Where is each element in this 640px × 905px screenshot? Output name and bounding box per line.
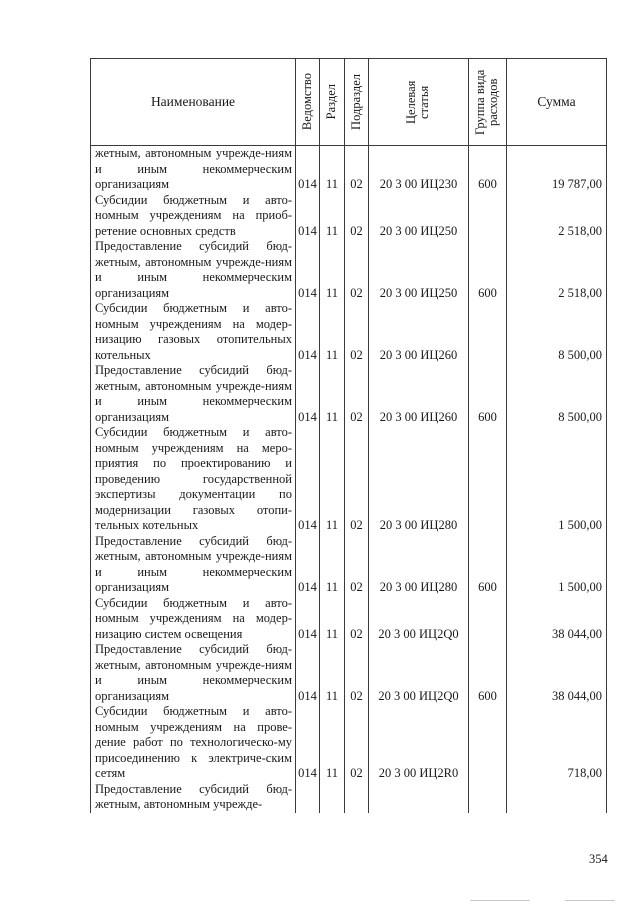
- row-celevaya: 20 3 00 ИЦ230: [369, 146, 469, 193]
- row-razdel: 11: [320, 193, 345, 240]
- budget-table: [90, 58, 607, 813]
- header-razdel: [320, 59, 345, 146]
- row-celevaya: 20 3 00 ИЦ2Q0: [369, 596, 469, 643]
- row-razdel: 11: [320, 363, 345, 425]
- row-razdel: 11: [320, 704, 345, 782]
- row-podrazdel: 02: [345, 642, 369, 704]
- row-podrazdel: 02: [345, 301, 369, 363]
- row-celevaya: 20 3 00 ИЦ280: [369, 425, 469, 534]
- row-name: Предоставление субсидий бюд-жетным, автономным учрежде-ниям и иным некоммерческим организациям: [91, 642, 296, 704]
- row-razdel: 11: [320, 534, 345, 596]
- row-summa: 38 044,00: [507, 642, 607, 704]
- header-vedomstvo-label: Ведомство: [299, 73, 314, 131]
- row-gruppa: [469, 596, 507, 643]
- scan-edge-mark: [565, 900, 615, 901]
- page-number: 354: [589, 852, 608, 866]
- header-celevaya-label: Целевая статья: [404, 80, 432, 124]
- row-vedomstvo: 014: [296, 642, 320, 704]
- header-celevaya: [369, 59, 469, 146]
- scan-edge-mark: [470, 900, 530, 901]
- row-gruppa: 600: [469, 534, 507, 596]
- row-razdel: 11: [320, 642, 345, 704]
- row-name: Субсидии бюджетным и авто-номным учреждениям на прове-дение работ по технологическо-му присоединению к электриче-ским сетям: [91, 704, 296, 782]
- row-razdel: 11: [320, 146, 345, 193]
- header-razdel-label: Раздел: [324, 84, 339, 120]
- table-row: [91, 596, 607, 643]
- row-gruppa: [469, 704, 507, 782]
- row-name: Субсидии бюджетным и авто-номным учреждениям на меро-приятия по проектированию и проведению государственной экспертизы документации по модернизации газовых отопи-тельных котельных: [91, 425, 296, 534]
- row-podrazdel: [345, 782, 369, 813]
- row-summa: 8 500,00: [507, 301, 607, 363]
- row-razdel: 11: [320, 301, 345, 363]
- row-celevaya: 20 3 00 ИЦ260: [369, 301, 469, 363]
- row-name: Субсидии бюджетным и авто-номным учреждениям на приоб-ретение основных средств: [91, 193, 296, 240]
- row-name: Предоставление субсидий бюд-жетным, автономным учрежде-: [91, 782, 296, 813]
- row-gruppa: [469, 301, 507, 363]
- row-celevaya: [369, 782, 469, 813]
- row-podrazdel: 02: [345, 534, 369, 596]
- row-name: жетным, автономным учрежде-ниям и иным некоммерческим организациям: [91, 146, 296, 193]
- row-podrazdel: 02: [345, 704, 369, 782]
- row-vedomstvo: 014: [296, 146, 320, 193]
- row-celevaya: 20 3 00 ИЦ280: [369, 534, 469, 596]
- table-row: [91, 534, 607, 596]
- row-gruppa: 600: [469, 239, 507, 301]
- row-vedomstvo: 014: [296, 193, 320, 240]
- row-summa: [507, 782, 607, 813]
- row-summa: 2 518,00: [507, 239, 607, 301]
- row-summa: 1 500,00: [507, 534, 607, 596]
- row-celevaya: 20 3 00 ИЦ250: [369, 193, 469, 240]
- table-row: [91, 642, 607, 704]
- row-gruppa: [469, 425, 507, 534]
- row-vedomstvo: 014: [296, 596, 320, 643]
- row-name: Предоставление субсидий бюд-жетным, автономным учрежде-ниям и иным некоммерческим организациям: [91, 363, 296, 425]
- row-podrazdel: 02: [345, 596, 369, 643]
- row-gruppa: [469, 193, 507, 240]
- row-summa: 19 787,00: [507, 146, 607, 193]
- row-summa: 2 518,00: [507, 193, 607, 240]
- row-vedomstvo: [296, 782, 320, 813]
- row-celevaya: 20 3 00 ИЦ2R0: [369, 704, 469, 782]
- table-row: [91, 301, 607, 363]
- header-name: Наименование: [91, 59, 296, 146]
- table-row: [91, 704, 607, 782]
- row-razdel: 11: [320, 239, 345, 301]
- header-gruppa-label: Группа вида расходов: [473, 69, 501, 135]
- row-razdel: 11: [320, 596, 345, 643]
- row-celevaya: 20 3 00 ИЦ260: [369, 363, 469, 425]
- row-gruppa: [469, 782, 507, 813]
- table-header-row: [91, 59, 607, 146]
- row-summa: 718,00: [507, 704, 607, 782]
- table-row: [91, 363, 607, 425]
- header-vedomstvo: [296, 59, 320, 146]
- header-podrazdel-label: Подраздел: [348, 74, 363, 130]
- header-podrazdel: [345, 59, 369, 146]
- header-summa: Сумма: [507, 59, 607, 146]
- row-name: Предоставление субсидий бюд-жетным, автономным учрежде-ниям и иным некоммерческим организациям: [91, 534, 296, 596]
- row-podrazdel: 02: [345, 425, 369, 534]
- row-podrazdel: 02: [345, 193, 369, 240]
- row-podrazdel: 02: [345, 363, 369, 425]
- row-gruppa: 600: [469, 363, 507, 425]
- row-name: Предоставление субсидий бюд-жетным, автономным учрежде-ниям и иным некоммерческим организациям: [91, 239, 296, 301]
- row-gruppa: 600: [469, 146, 507, 193]
- row-celevaya: 20 3 00 ИЦ2Q0: [369, 642, 469, 704]
- table-row: [91, 146, 607, 193]
- row-summa: 38 044,00: [507, 596, 607, 643]
- row-razdel: 11: [320, 425, 345, 534]
- row-name: Субсидии бюджетным и авто-номным учреждениям на модер-низацию газовых отопительных котельных: [91, 301, 296, 363]
- row-podrazdel: 02: [345, 239, 369, 301]
- row-vedomstvo: 014: [296, 425, 320, 534]
- row-vedomstvo: 014: [296, 704, 320, 782]
- row-summa: 1 500,00: [507, 425, 607, 534]
- table-row: [91, 425, 607, 534]
- row-celevaya: 20 3 00 ИЦ250: [369, 239, 469, 301]
- row-vedomstvo: 014: [296, 534, 320, 596]
- table-row: [91, 193, 607, 240]
- table-row-continued: [91, 782, 607, 813]
- row-gruppa: 600: [469, 642, 507, 704]
- row-vedomstvo: 014: [296, 363, 320, 425]
- row-podrazdel: 02: [345, 146, 369, 193]
- row-razdel: [320, 782, 345, 813]
- row-vedomstvo: 014: [296, 239, 320, 301]
- row-summa: 8 500,00: [507, 363, 607, 425]
- row-vedomstvo: 014: [296, 301, 320, 363]
- header-gruppa: [469, 59, 507, 146]
- table-row: [91, 239, 607, 301]
- row-name: Субсидии бюджетным и авто-номным учреждениям на модер-низацию систем освещения: [91, 596, 296, 643]
